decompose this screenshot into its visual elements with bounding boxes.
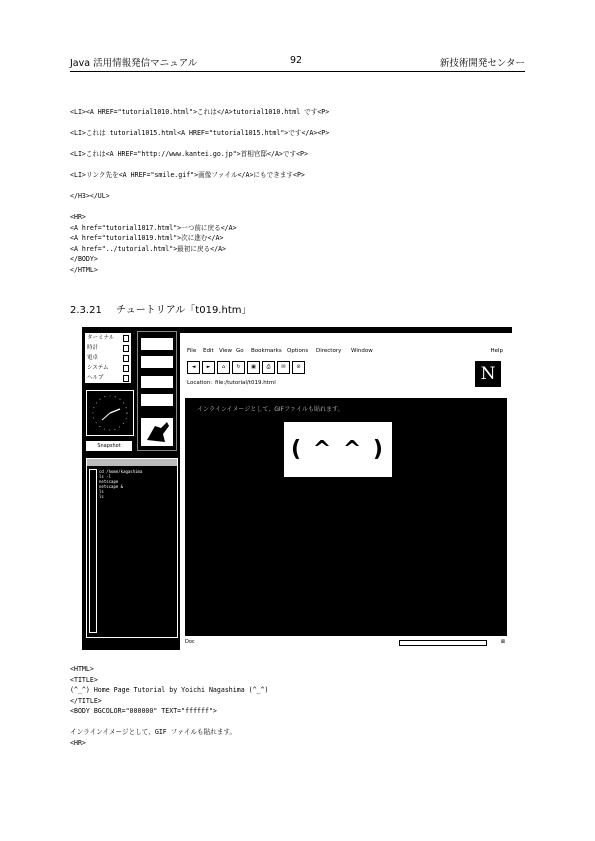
menu-item[interactable]: Bookmarks [251, 348, 282, 354]
location-label: Location: [187, 380, 213, 386]
menu-item[interactable]: View [219, 348, 233, 354]
code-listing-top [70, 107, 329, 275]
code-line [70, 139, 329, 150]
terminal-line: netscape [99, 479, 119, 484]
netscape-logo[interactable]: N [475, 361, 501, 387]
code-line: <LI>リンク先を<A HREF="smile.gif">画像ファイル</A>にもできます<P> [70, 171, 305, 179]
code-line: </HTML> [70, 265, 98, 274]
side-menu [85, 333, 131, 383]
menu-item-help[interactable]: Help [490, 348, 503, 354]
running-header [70, 55, 525, 69]
menu-item[interactable]: Go [236, 348, 244, 354]
section-heading [70, 301, 252, 316]
terminal-line: ls [99, 489, 104, 494]
side-menu-item[interactable] [85, 343, 131, 353]
toolbar-button[interactable]: ⌂ [217, 361, 230, 374]
terminal-output [87, 466, 177, 499]
terminal-window[interactable] [86, 458, 178, 638]
browser-toolbar [181, 359, 511, 375]
menu-checkbox-icon[interactable] [123, 365, 129, 372]
status-text: Doc [185, 639, 195, 645]
hand-icon [141, 418, 173, 446]
location-input[interactable]: file:/tutorial/t019.html [215, 380, 276, 386]
menu-item[interactable]: Directory [316, 348, 342, 354]
code-line: <LI>これは<A HREF="http://www.kantei.go.jp">首相官邸</A>です<P> [70, 150, 308, 158]
toolbar-button[interactable]: ► [202, 361, 215, 374]
header-rule [70, 71, 525, 72]
section-title: チュートリアル「t019.htm」 [116, 305, 252, 316]
clock-icon [87, 391, 133, 435]
side-menu-item[interactable] [85, 363, 131, 373]
code-line: <HR> [70, 738, 86, 747]
code-line: <HTML> [70, 665, 94, 673]
progress-bar [399, 640, 487, 646]
toolbar-button[interactable]: ⊘ [292, 361, 305, 374]
side-menu-label: ターミナル [87, 335, 115, 341]
menu-item[interactable]: Window [351, 348, 373, 354]
code-line: インラインイメージとして、GIF ファイルも貼れます。 [70, 728, 237, 736]
terminal-scrollbar[interactable] [89, 469, 97, 633]
terminal-line: ls [99, 494, 104, 499]
code-line: <TITLE> [70, 675, 98, 684]
terminal-titlebar[interactable] [87, 459, 177, 466]
code-line: <A href="tutorial1019.html">次に進む</A> [70, 234, 224, 242]
side-menu-item[interactable] [85, 333, 131, 343]
code-line: </BODY> [70, 255, 98, 263]
side-menu-label: 電卓 [87, 355, 99, 361]
code-line [70, 181, 329, 192]
code-line: </H3></UL> [70, 192, 110, 200]
code-line [70, 160, 329, 171]
menu-item[interactable]: File [187, 348, 197, 354]
terminal-line: ls -l [99, 474, 112, 479]
code-line: </TITLE> [70, 696, 102, 705]
header-right: 新技術開発センター [439, 58, 525, 69]
section-number: 2.3.21 [70, 305, 102, 316]
code-line: <BODY BGCOLOR="000000" TEXT="ffffff"> [70, 707, 217, 715]
status-bar [181, 638, 511, 648]
browser-menubar [181, 346, 511, 356]
code-listing-bottom [70, 664, 269, 748]
terminal-line: netscape & [99, 484, 124, 489]
side-menu-item[interactable] [85, 353, 131, 363]
location-bar [181, 379, 511, 389]
toolbar-button[interactable]: ✉ [277, 361, 290, 374]
thumbnail-2[interactable] [141, 356, 173, 368]
security-icon: ⊠ [500, 639, 505, 645]
menu-item[interactable]: Options [287, 348, 309, 354]
content-text: インラインイメージとして、GIFファイルも貼れます。 [197, 406, 344, 413]
code-line: <HR> [70, 213, 86, 221]
screenshot-figure [82, 327, 512, 650]
toolbar-button[interactable]: ⎙ [262, 361, 275, 374]
thumbnail-3[interactable] [141, 376, 173, 388]
terminal-line: cd /home/kagashima [99, 469, 143, 474]
side-menu-label: システム [87, 365, 109, 371]
code-line: (^_^) Home Page Tutorial by Yoichi Nagashima (^_^) [70, 686, 269, 694]
window-thumbnails [137, 331, 177, 451]
code-line [70, 717, 269, 728]
menu-checkbox-icon[interactable] [123, 335, 129, 342]
code-line: <A href="../tutorial.html">最初に戻る</A> [70, 244, 227, 253]
thumbnail-1[interactable] [141, 338, 173, 350]
thumbnail-4[interactable] [141, 394, 173, 406]
menu-item[interactable]: Edit [203, 348, 214, 354]
thumbnail-image[interactable] [141, 418, 173, 446]
page-number: 92 [290, 55, 303, 66]
toolbar-button[interactable]: ▣ [247, 361, 260, 374]
code-line: <LI>これは tutorial1015.html<A HREF="tutorial1015.html">です</A><P> [70, 129, 330, 137]
toolbar-button[interactable]: ◄ [187, 361, 200, 374]
code-line: <A href="tutorial1017.html">一つ前に戻る</A> [70, 223, 237, 232]
workspace-label[interactable]: Snapshot [86, 441, 132, 451]
smile-image: ( ^ ^ ) [284, 422, 392, 477]
code-line: <LI><A HREF="tutorial1010.html">これは</A>tutorial1010.html です<P> [70, 108, 330, 116]
netscape-browser-window [180, 333, 512, 651]
menu-checkbox-icon[interactable] [123, 375, 129, 382]
clock-widget [86, 390, 134, 436]
code-line [70, 118, 329, 129]
menu-checkbox-icon[interactable] [123, 345, 129, 352]
toolbar-button[interactable]: ↻ [232, 361, 245, 374]
side-menu-item[interactable] [85, 373, 131, 383]
page-content-area [185, 398, 507, 636]
side-menu-label: 時計 [87, 345, 99, 351]
code-line [70, 202, 329, 213]
side-menu-label: ヘルプ [87, 375, 104, 381]
desktop-side-panel [82, 327, 178, 650]
header-left: Java 活用情報発信マニュアル [70, 58, 198, 69]
menu-checkbox-icon[interactable] [123, 355, 129, 362]
